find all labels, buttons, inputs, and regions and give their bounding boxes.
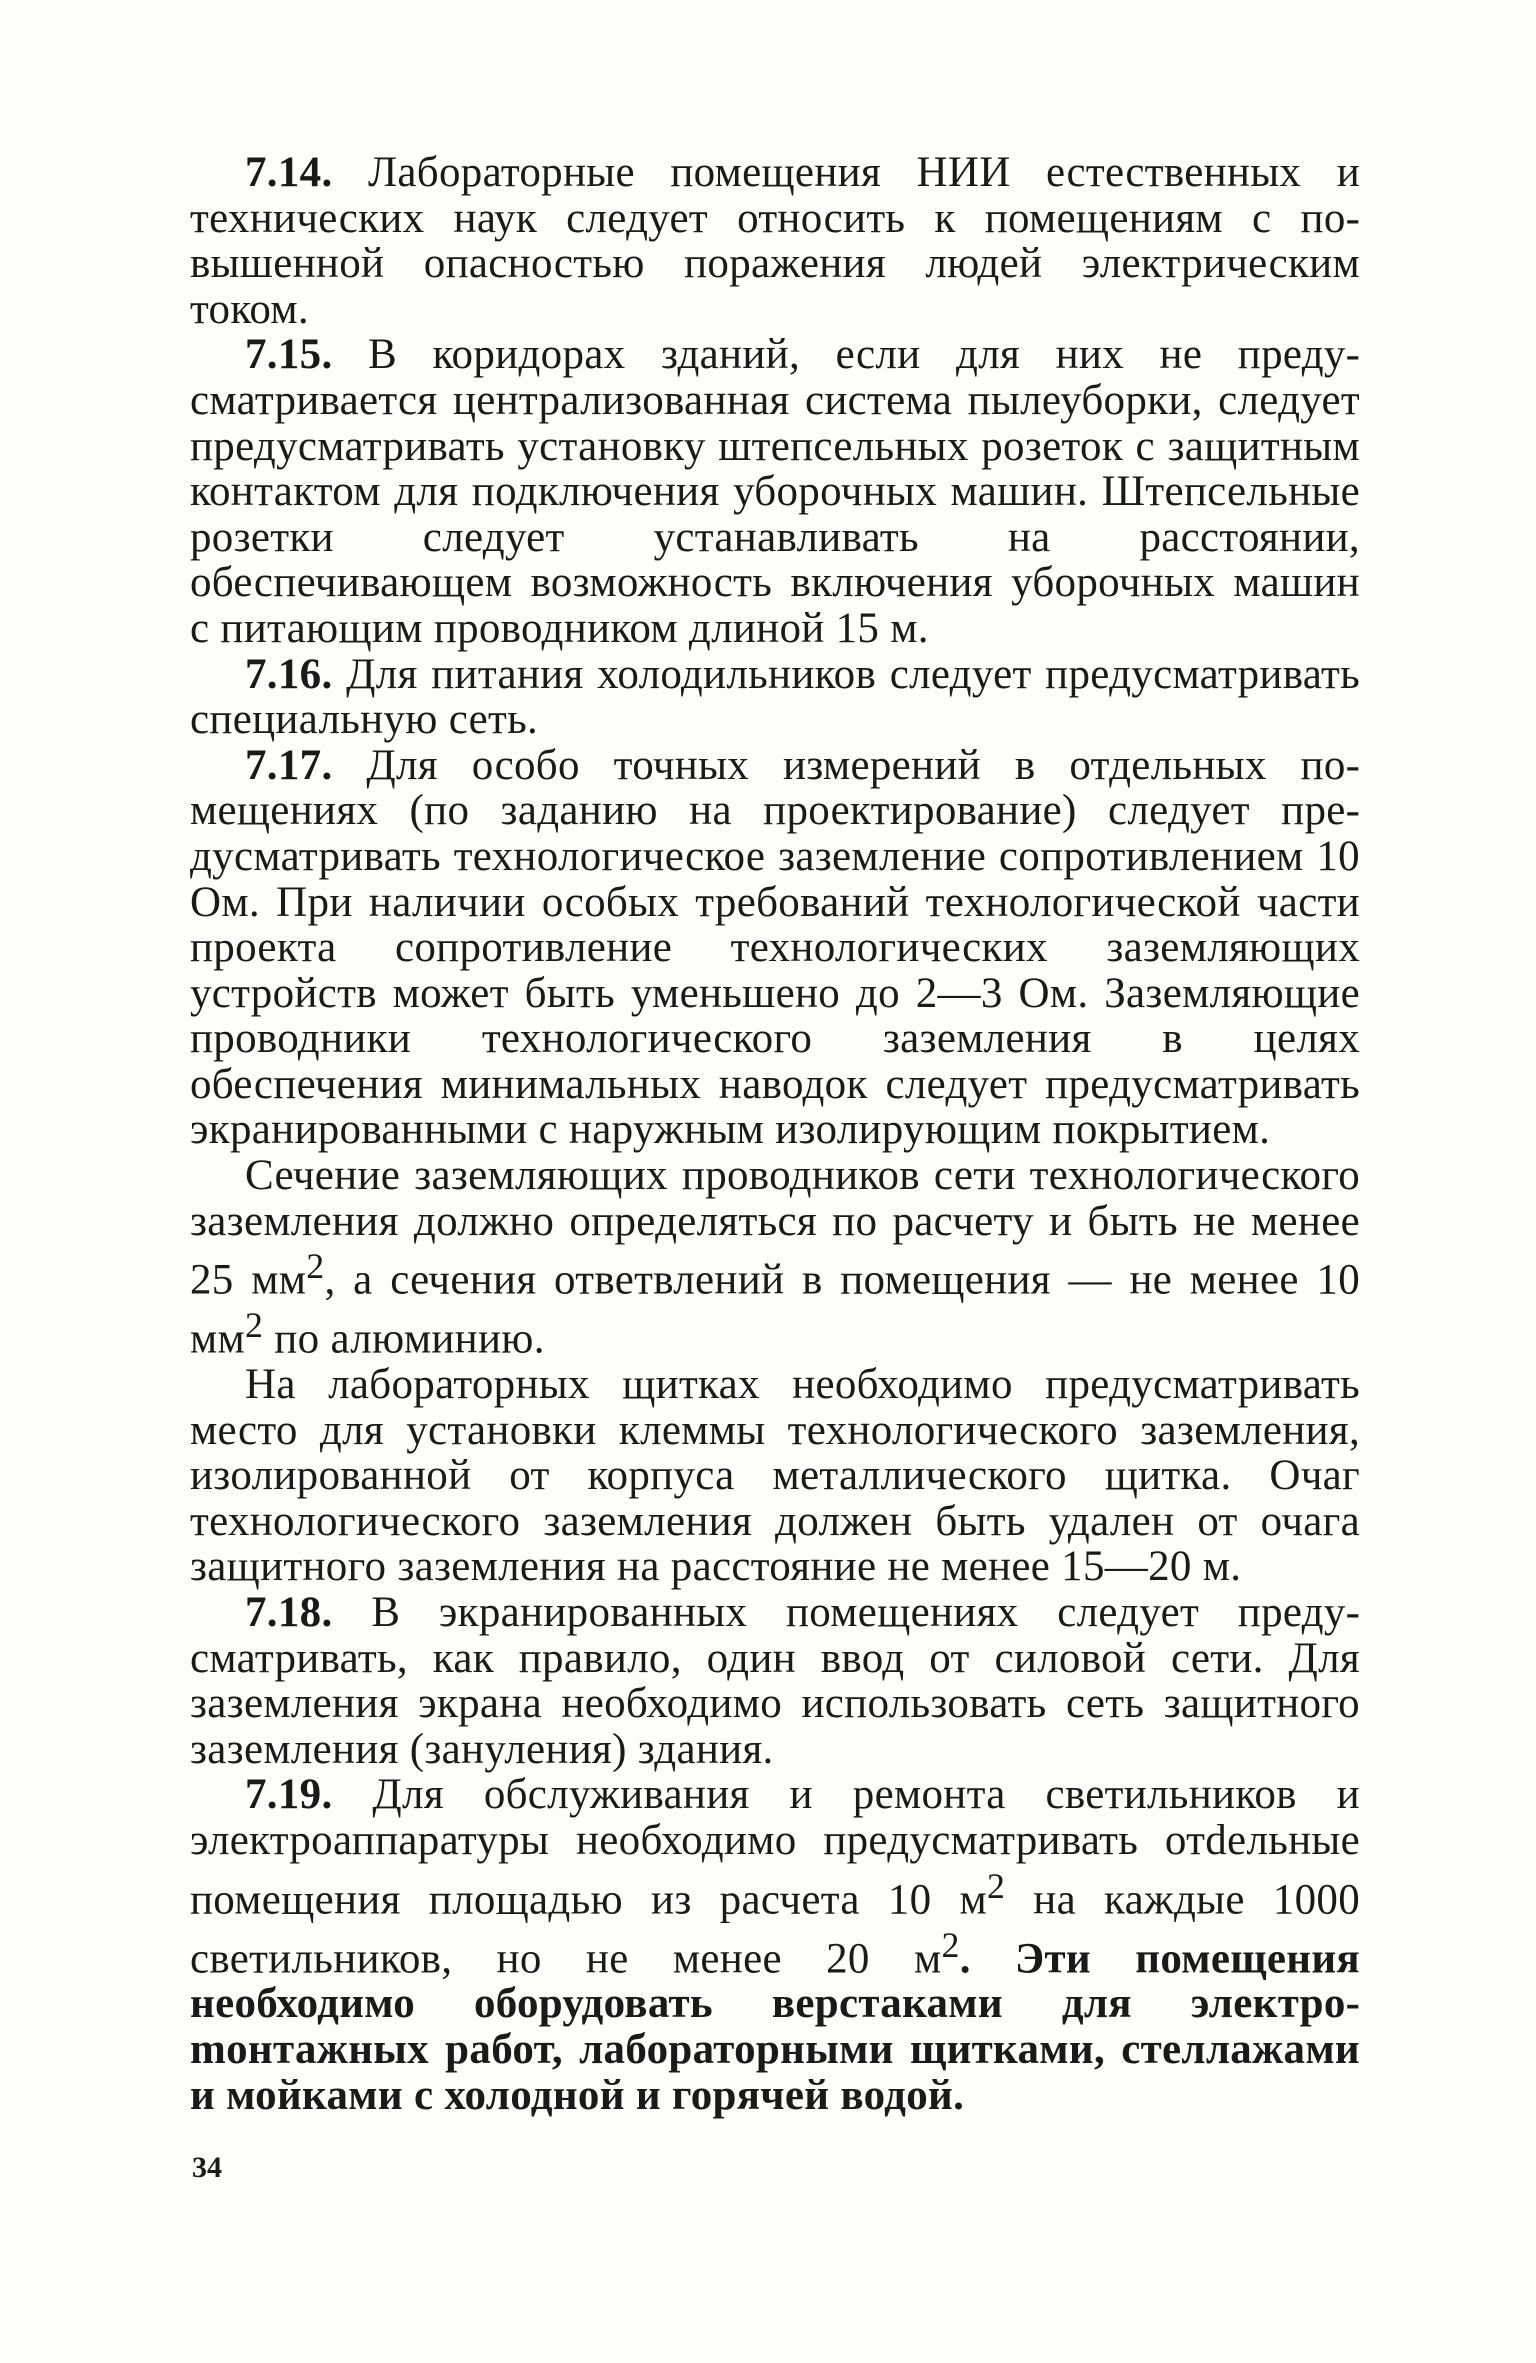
paragraph-7-18 [190, 1590, 1360, 1772]
paragraph-7-17 [190, 743, 1360, 1153]
document-body [190, 150, 1360, 2118]
paragraph-text: , а сечения ответвлений в помещения — не менее 10 мм [190, 1256, 1361, 1363]
paragraph-text: Лабораторные помещения НИИ естественных и технических наук следует относить к помещениям с повышенной опасностью поражения людей электрическим током. [190, 149, 1360, 333]
section-number: 7.16. [245, 650, 333, 698]
superscript: 2 [941, 1924, 960, 1965]
paragraph-7-14 [190, 150, 1360, 332]
section-number: 7.18. [245, 1589, 333, 1637]
section-number: 7.19. [245, 1771, 333, 1819]
paragraph-text: На лабораторных щитках необходимо предусматривать место для установки клеммы технологического заземления, изолированной от корпуса металлического щитка. Очаг технологического заземления должен быть удален от очага защитного заземления на расстояние не менее 15—20 м. [190, 1361, 1360, 1591]
paragraph-text: . Эти помещения необходимо оборудовать верстаками для электроmонтажных работ, лабораторными щитками, стеллажами и мойками с холодной и горячей водой. [190, 1934, 1360, 2119]
paragraph-7-19 [190, 1772, 1360, 2118]
paragraph-text: по алюминию. [263, 1315, 545, 1363]
page-number: 34 [192, 2151, 222, 2184]
section-number: 7.15. [245, 331, 333, 379]
superscript: 2 [986, 1865, 1006, 1906]
paragraph-grounding-section [190, 1153, 1360, 1362]
paragraph-text: Сечение заземляющих проводников сети технологического заземления должно определяться по расчету и быть не менее 25 мм [190, 1152, 1360, 1304]
paragraph-text: Для особо точных измерений в отдельных помещениях (по заданию на проектирование) следует предусматривать технологическое заземление сопротивлением 10 Ом. При наличии особых требований технологической части проекта сопротивление технологических заземляющих устройств может быть уменьшено до 2—3 Ом. Заземляющие проводники технологического заземления в целях обеспечения минимальных наводок следует предусматривать экранированными с наружным изолирующим покрытием. [190, 741, 1360, 1154]
paragraph-text: Для питания холодильников следует предусматривать специальную сеть. [190, 650, 1360, 744]
superscript: 2 [245, 1305, 264, 1346]
superscript: 2 [306, 1246, 325, 1287]
paragraph-7-16 [190, 652, 1360, 743]
paragraph-text: В экранированных помещениях следует предусматривать, как правило, один ввод от силовой сети. Для заземления экрана необходимо использовать сеть защитного заземления (зануления) здания. [190, 1589, 1360, 1773]
section-number: 7.17. [245, 741, 333, 789]
section-number: 7.14. [245, 149, 333, 196]
paragraph-lab-panels [190, 1362, 1360, 1590]
paragraph-text: на каждые 1000 светильников, но не менее 20 м [190, 1875, 1360, 1982]
paragraph-text: Для обслуживания и ремонта светильников и электроаппаратуры необходимо предусматривать отdельные помещения площадью из расчета 10 м [190, 1771, 1360, 1923]
paragraph-text: В коридорах зданий, если для них не предусматривается централизованная система пылеуборки, следует предусматривать установку штепсельных розеток с защитным контактом для подключения уборочных машин. Штепсельные розетки следует устанавливать на расстоянии, обеспечивающем возможность включения уборочных машин с питающим проводником длиной 15 м. [190, 331, 1360, 652]
paragraph-7-15 [190, 332, 1360, 651]
